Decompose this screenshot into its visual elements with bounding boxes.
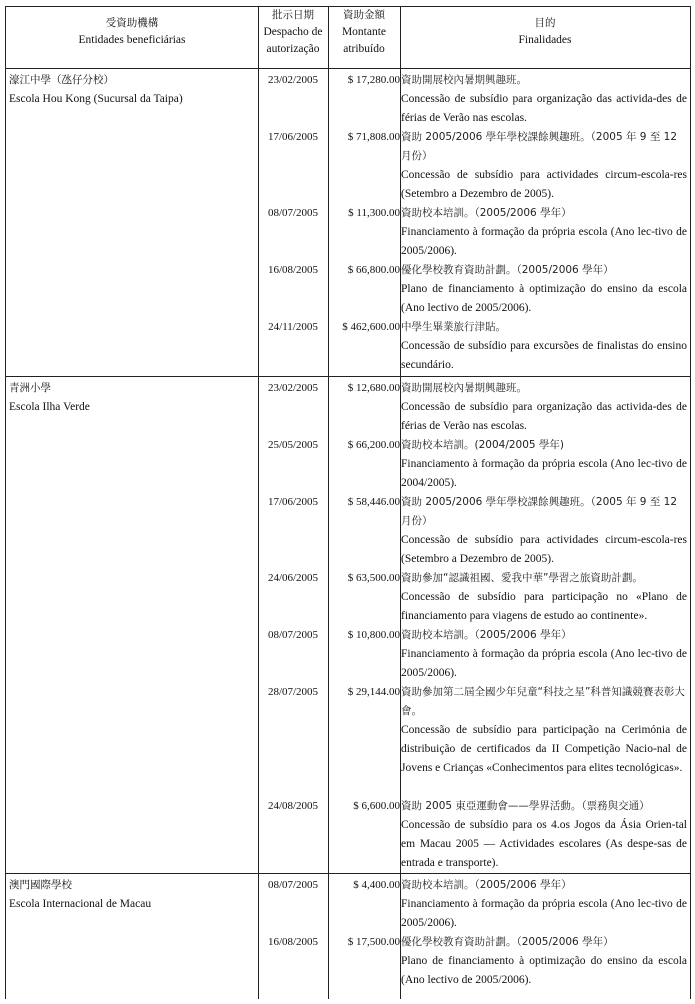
row-amount: $ 17,500.00 bbox=[347, 936, 400, 948]
purpose-zh: 中學生畢業旅行津貼。 bbox=[401, 321, 506, 333]
row-amount: $ 10,800.00 bbox=[347, 629, 400, 641]
row-purpose bbox=[401, 318, 687, 375]
purpose-zh: 資助校本培訓。（2005/2006 學年） bbox=[401, 207, 572, 219]
purpose-zh: 資助校本培訓。(2004/2005 學年) bbox=[401, 439, 565, 451]
row-date: 24/08/2005 bbox=[267, 800, 319, 812]
row-date: 08/07/2005 bbox=[267, 879, 319, 891]
purpose-zh: 資助校本培訓。（2005/2006 學年） bbox=[401, 879, 572, 891]
entity-hou-kong bbox=[9, 71, 183, 109]
purpose-pt: Concessão de subsídio para organização das activida-des de férias de Verão nas escolas. bbox=[401, 401, 687, 432]
purpose-zh: 資助開展校內暑期興趣班。 bbox=[401, 74, 527, 86]
entity-name-zh: 澳門國際學校 bbox=[9, 879, 72, 891]
purpose-zh: 優化學校教育資助計劃。（2005/2006 學年） bbox=[401, 936, 614, 948]
row-date: 17/06/2005 bbox=[267, 131, 319, 143]
row-purpose bbox=[401, 261, 687, 318]
row-date: 25/05/2005 bbox=[267, 439, 319, 451]
entity-name-zh: 濠江中學（氹仔分校） bbox=[9, 74, 114, 86]
row-date: 16/08/2005 bbox=[267, 264, 319, 276]
entity-ilha-verde bbox=[9, 379, 90, 417]
header-amount-pt2: atribuído bbox=[343, 43, 385, 55]
row-date: 28/07/2005 bbox=[267, 686, 319, 698]
row-amount: $ 71,808.00 bbox=[347, 131, 400, 143]
header-purpose bbox=[400, 7, 690, 75]
purpose-pt: Concessão de subsídio para participação no «Plano de financiamento para viagens de estudo ao continente». bbox=[401, 591, 687, 622]
row-amount: $ 11,300.00 bbox=[348, 207, 400, 219]
header-purpose-pt: Finalidades bbox=[518, 34, 572, 46]
purpose-pt: Plano de financiamento à optimização do ensino da escola (Ano lectivo de 2005/2006). bbox=[401, 283, 687, 314]
entity-name-pt: Escola Hou Kong (Sucursal da Taipa) bbox=[9, 93, 183, 105]
row-amount: $ 63,500.00 bbox=[347, 572, 400, 584]
header-entity-pt: Entidades beneficiárias bbox=[78, 34, 186, 46]
row-purpose bbox=[401, 626, 687, 683]
row-date: 17/06/2005 bbox=[267, 496, 319, 508]
row-purpose bbox=[401, 876, 687, 933]
purpose-pt: Plano de financiamento à optimização do ensino da escola (Ano lectivo de 2005/2006). bbox=[401, 955, 687, 986]
header-date-pt2: autorização bbox=[266, 43, 320, 55]
purpose-pt: Concessão de subsídio para os 4.os Jogos da Ásia Orien-tal em Macau 2005 — Actividades escolares (As despe-sas de entrada e transporte). bbox=[401, 819, 687, 869]
row-amount: $ 17,280.00 bbox=[347, 74, 400, 86]
row-date: 24/06/2005 bbox=[267, 572, 319, 584]
row-purpose bbox=[401, 71, 687, 128]
purpose-zh: 資助參加“認識祖國、愛我中華”學習之旅資助計劃。 bbox=[401, 572, 643, 584]
entity-name-pt: Escola Internacional de Macau bbox=[9, 898, 152, 910]
header-date bbox=[258, 7, 328, 67]
header-purpose-zh: 目的 bbox=[534, 17, 556, 29]
entity-internacional bbox=[9, 876, 151, 914]
row-purpose bbox=[401, 128, 687, 204]
row-amount: $ 66,200.00 bbox=[347, 439, 400, 451]
row-amount: $ 462,600.00 bbox=[342, 321, 400, 333]
entity-name-zh: 青洲小學 bbox=[9, 382, 51, 394]
header-entity-zh: 受資助機構 bbox=[105, 17, 159, 29]
purpose-pt: Financiamento à formação da própria escola (Ano lec-tivo de 2005/2006). bbox=[401, 648, 687, 679]
purpose-zh: 資助參加第二屆全國少年兒童“科技之星”科普知識競賽表彰大會。 bbox=[401, 686, 685, 717]
row-purpose bbox=[401, 569, 687, 626]
header-amount bbox=[328, 7, 400, 67]
row-date: 08/07/2005 bbox=[267, 207, 319, 219]
row-purpose bbox=[401, 797, 687, 873]
subsidy-table bbox=[5, 6, 691, 999]
row-amount: $ 29,144.00 bbox=[347, 686, 400, 698]
entity-name-pt: Escola Ilha Verde bbox=[9, 401, 90, 413]
purpose-zh: 資助開展校內暑期興趣班。 bbox=[401, 382, 527, 394]
purpose-zh: 資助 2005/2006 學年學校課餘興趣班。（2005 年 9 至 12 月份） bbox=[401, 496, 678, 527]
purpose-pt: Financiamento à formação da própria escola (Ano lec-tivo de 2004/2005). bbox=[401, 458, 687, 489]
row-amount: $ 6,600.00 bbox=[353, 800, 400, 812]
row-purpose bbox=[401, 493, 687, 569]
purpose-pt: Concessão de subsídio para actividades circum-escola-res (Setembro a Dezembro de 2005). bbox=[401, 169, 687, 200]
header-amount-pt1: Montante bbox=[341, 26, 387, 38]
header-rule bbox=[6, 68, 690, 69]
row-purpose bbox=[401, 683, 687, 778]
purpose-zh: 優化學校教育資助計劃。（2005/2006 學年） bbox=[401, 264, 614, 276]
row-purpose bbox=[401, 204, 687, 261]
purpose-zh: 資助 2005 東亞運動會——學界活動。（票務與交通） bbox=[401, 800, 650, 812]
row-amount: $ 58,446.00 bbox=[347, 496, 400, 508]
purpose-pt: Concessão de subsídio para participação na Cerimónia de distribuição de certificados da II Competição Nacio-nal de Jovens e Crianças «Conhecimentos para elites tecnológicas». bbox=[401, 724, 687, 774]
row-date: 08/07/2005 bbox=[267, 629, 319, 641]
purpose-pt: Concessão de subsídio para excursões de finalistas do ensino secundário. bbox=[401, 340, 687, 371]
purpose-zh: 資助校本培訓。（2005/2006 學年） bbox=[401, 629, 572, 641]
row-purpose bbox=[401, 933, 687, 990]
row-purpose bbox=[401, 436, 687, 493]
purpose-zh: 資助 2005/2006 學年學校課餘興趣班。（2005 年 9 至 12 月份） bbox=[401, 131, 678, 162]
header-date-pt1: Despacho de bbox=[263, 26, 323, 38]
row-date: 16/08/2005 bbox=[267, 936, 319, 948]
header-date-zh: 批示日期 bbox=[272, 9, 314, 21]
row-amount: $ 66,800.00 bbox=[347, 264, 400, 276]
purpose-pt: Concessão de subsídio para organização das activida-des de férias de Verão nas escolas. bbox=[401, 93, 687, 124]
group-rule bbox=[6, 376, 690, 377]
row-amount: $ 12,680.00 bbox=[347, 382, 400, 394]
row-date: 24/11/2005 bbox=[268, 321, 318, 333]
row-amount: $ 4,400.00 bbox=[353, 879, 400, 891]
row-purpose bbox=[401, 379, 687, 436]
header-entity bbox=[6, 7, 258, 75]
purpose-pt: Concessão de subsídio para actividades circum-escola-res (Setembro a Dezembro de 2005). bbox=[401, 534, 687, 565]
purpose-pt: Financiamento à formação da própria escola (Ano lec-tivo de 2005/2006). bbox=[401, 226, 687, 257]
group-rule bbox=[6, 873, 690, 874]
purpose-pt: Financiamento à formação da própria escola (Ano lec-tivo de 2005/2006). bbox=[401, 898, 687, 929]
row-date: 23/02/2005 bbox=[267, 74, 319, 86]
row-date: 23/02/2005 bbox=[267, 382, 319, 394]
header-amount-zh: 資助金額 bbox=[343, 9, 385, 21]
